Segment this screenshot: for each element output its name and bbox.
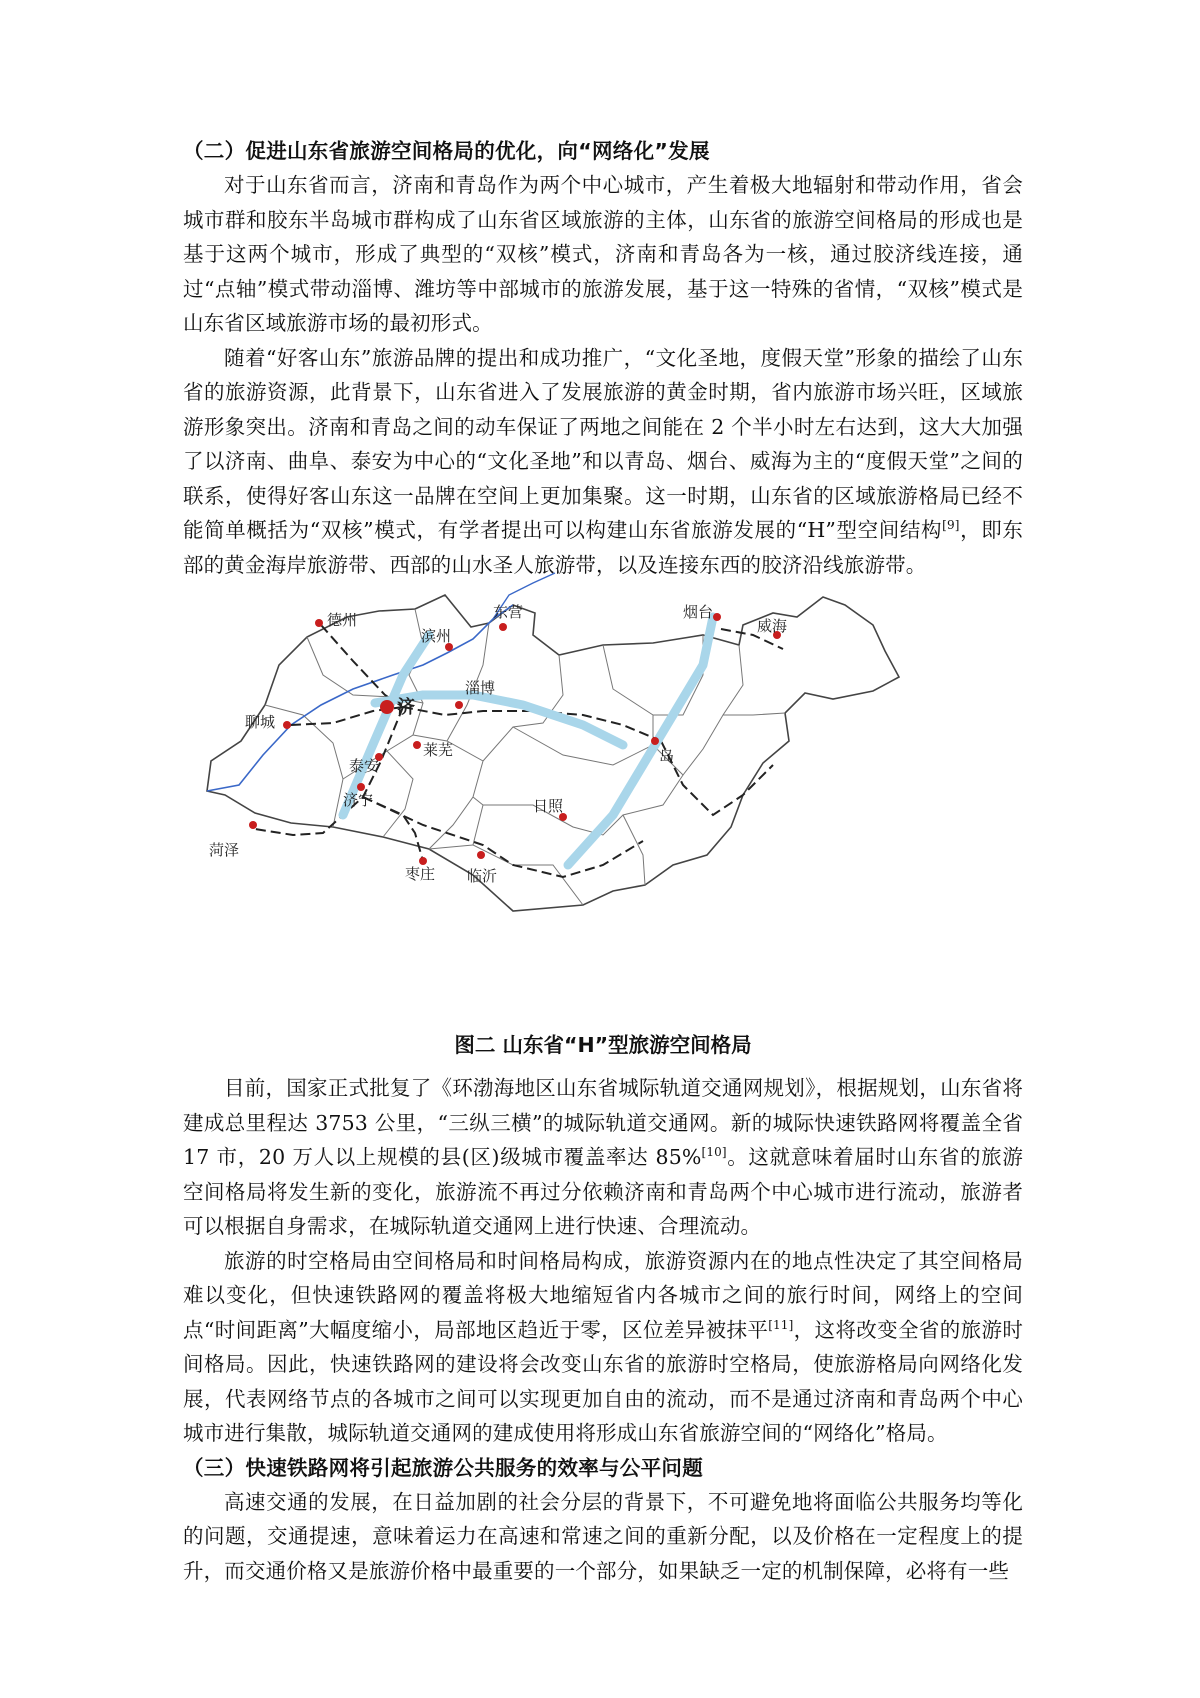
paragraph: 目前，国家正式批复了《环渤海地区山东省城际轨道交通网规划》，根据规划，山东省将建成总里程达 3753 公里，“三纵三横”的城际轨道交通网。新的城际快速铁路网将覆盖全省 17 市，20 万人以上规模的县(区)级城市覆盖率达 85%[10]。这就意味着届时山东省的旅游空间格局将发生新的变化，旅游流不再过分依赖济南和青岛两个中心城市进行流动，旅游者可以根据自身需求，在城际轨道交通网上进行快速、合理流动。 [183,1076,1023,1238]
section-heading: （二）促进山东省旅游空间格局的优化，向“网络化”发展 [183,139,710,163]
section-2-top [183,134,1023,582]
shandong-map [183,565,1023,1005]
citation-ref[interactable]: [11] [768,1317,794,1332]
paragraph: 对于山东省而言，济南和青岛作为两个中心城市，产生着极大地辐射和带动作用，省会城市群和胶东半岛城市群构成了山东省区域旅游的主体，山东省的旅游空间格局的形成也是基于这两个城市，形成了典型的“双核”模式，济南和青岛各为一核，通过胶济线连接，通过“点轴”模式带动淄博、潍坊等中部城市的旅游发展，基于这一特殊的省情，“双核”模式是山东省区域旅游市场的最初形式。 [183,173,1023,335]
city-label-dongying: 东营 [493,603,524,621]
citation-ref[interactable]: [9] [942,518,960,533]
figure-caption: 图二 山东省“H”型旅游空间格局 [454,1033,752,1057]
city-label-taian: 泰安 [349,757,380,775]
city-label-dezhou: 德州 [327,611,358,629]
city-label-heze: 菏泽 [209,841,240,859]
city-label-laiwu: 莱芜 [423,741,454,759]
city-label-zaozhuang: 枣庄 [405,865,436,883]
city-label-yantai: 烟台 [683,603,714,621]
city-label-liaocheng: 聊城 [245,713,276,731]
paragraph: 旅游的时空格局由空间格局和时间格局构成，旅游资源内在的地点性决定了其空间格局难以变化，但快速铁路网的覆盖将极大地缩短省内各城市之间的旅行时间，网络上的空间点“时间距离”大幅度缩小，局部地区趋近于零，区位差异被抹平[11]，这将改变全省的旅游时间格局。因此，快速铁路网的建设将会改变山东省的旅游时空格局，使旅游格局向网络化发展，代表网络节点的各城市之间可以实现更加自由的流动，而不是通过济南和青岛两个中心城市进行集散，城际轨道交通网的建成使用将形成山东省旅游空间的“网络化”格局。 [183,1248,1023,1445]
city-label-jining: 济宁 [343,791,374,809]
shandong-map-figure [183,565,1023,1005]
paragraph: 高速交通的发展，在日益加剧的社会分层的背景下，不可避免地将面临公共服务均等化的问题，交通提速，意味着运力在高速和常速之间的重新分配，以及价格在一定程度上的提升，而交通价格又是旅游价格中最重要的一个部分，如果缺乏一定的机制保障，必将有一些 [183,1489,1023,1583]
city-label-jinan: 济 [397,697,415,718]
section-2-continued [183,1071,1023,1588]
citation-ref[interactable]: [10] [701,1145,727,1160]
city-label-weihai: 威海 [757,617,788,635]
city-label-zibo: 淄博 [465,679,496,697]
section-heading: （三）快速铁路网将引起旅游公共服务的效率与公平问题 [183,1455,703,1480]
city-label-binzhou: 滨州 [421,627,452,645]
city-label-qingdao: 岛 [659,747,675,765]
city-label-rizhao: 日照 [533,797,564,815]
province-outline [207,595,899,911]
city-label-linyi: 临沂 [467,867,498,885]
paragraph: 随着“好客山东”旅游品牌的提出和成功推广，“文化圣地，度假天堂”形象的描绘了山东省的旅游资源，此背景下，山东省进入了发展旅游的黄金时期，省内旅游市场兴旺，区域旅游形象突出。济南和青岛之间的动车保证了两地之间能在 2 个半小时左右达到，这大大加强了以济南、曲阜、泰安为中心的“文化圣地”和以青岛、烟台、威海为主的“度假天堂”之间的联系，使得好客山东这一品牌在空间上更加集聚。这一时期，山东省的区域旅游格局已经不能简单概括为“双核”模式，有学者提出可以构建山东省旅游发展的“H”型空间结构[9]，即东部的黄金海岸旅游带、西部的山水圣人旅游带，以及连接东西的胶济沿线旅游带。 [183,345,1024,577]
